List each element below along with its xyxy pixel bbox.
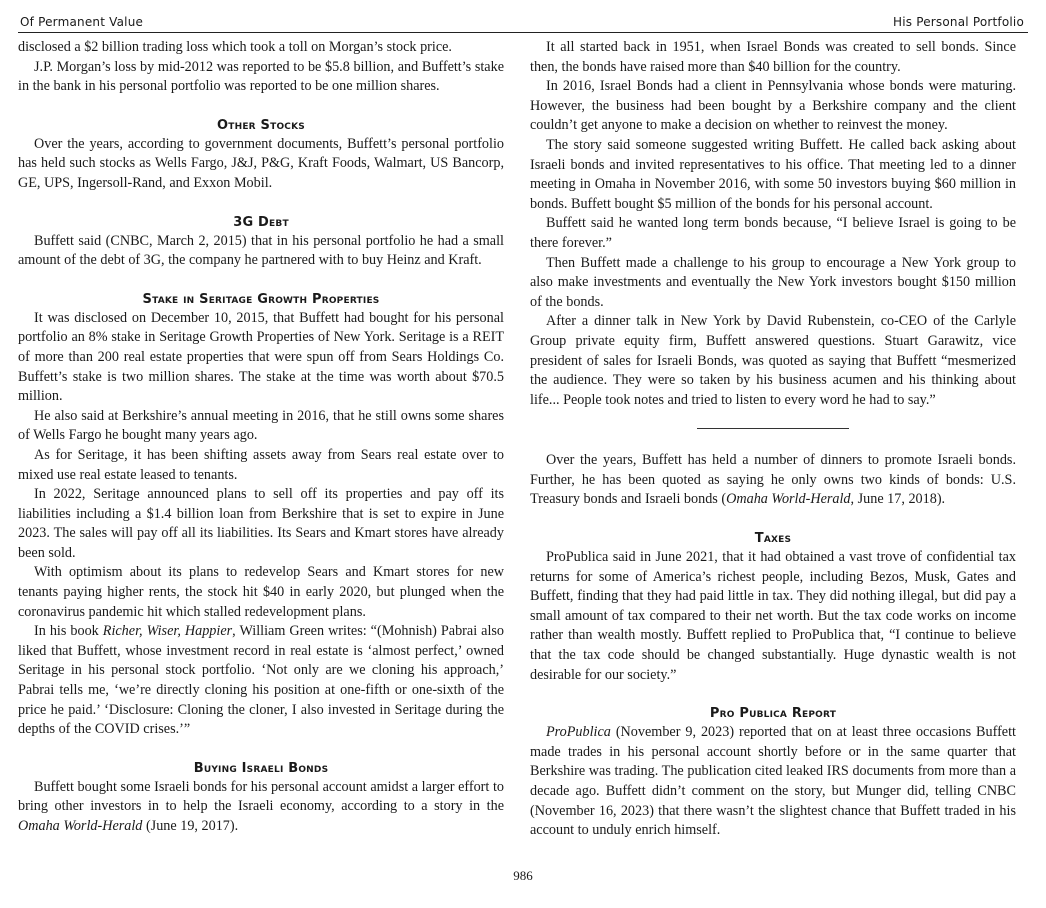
paragraph: In 2022, Seritage announced plans to sell off its properties and pay off its liabilities including a $1.4 billion loan from Berkshire that is set to expire in June 2023. The sales will pay off all its liabilities. Its Sears and Kmart stores have already been sold. [18, 486, 504, 561]
section-divider-rule [697, 428, 849, 429]
page-number: 986 [513, 868, 533, 883]
paragraph: disclosed a $2 billion trading loss which took a toll on Morgan’s stock price. [18, 39, 452, 55]
chapter-title: His Personal Portfolio [892, 15, 1024, 29]
paragraph: As for Seritage, it has been shifting assets away from Sears real estate over to mixed use real estate leased to tenants. [18, 446, 504, 483]
text-run: , June 17, 2018). [850, 491, 946, 508]
book-title-italic: Richer, Wiser, Happier [102, 623, 233, 640]
paragraph: It was disclosed on December 10, 2015, that Buffett had bought for his personal portfolio an 8% stake in Seritage Growth Properties of New York. Seritage is a REIT of more than 200 real estate properties that were spun off from Sears Holdings Co. Buffett’s stake is two million shares. The stake at the time was worth about $70.5 million. [18, 309, 504, 405]
text-run: (November 9, 2023) reported that on at least three occasions Buffett made trades in his personal account shortly before or in the same quarter that Berkshire was trading. The publication cited leaked IRS documents from more than a decade ago. Buffett didn’t comment on the story, but Munger did, telling CNBC (November 16, 2023) that there wasn’t the slightest chance that Buffett traded in his account to unduly enrich himself. [530, 724, 1016, 839]
paragraph: Then Buffett made a challenge to his group to encourage a New York group to also make investments and eventually the New York investors bought $150 million of the bonds. [530, 254, 1016, 310]
paragraph: ProPublica said in June 2021, that it had obtained a vast trove of confidential tax returns for some of America’s richest people, including Bezos, Musk, Gates and Buffett, finding that they had paid little in tax. They did nothing illegal, but did pay a small amount of tax compared to their net worth. But the tax code works on income rather than wealth mostly. Buffett replied to ProPublica that, “I continue to believe that the tax code should be changed substantially. Huge dynastic wealth is not desirable for our society.” [530, 549, 1016, 683]
publication-italic: Omaha World-Herald [18, 818, 143, 834]
paragraph: Buffett said he wanted long term bonds because, “I believe Israel is going to be there forever.” [530, 215, 1016, 251]
section-heading-israeli-bonds: Buying Israeli Bonds [193, 760, 329, 776]
paragraph: With optimism about its plans to redevelop Sears and Kmart stores for new tenants paying higher rents, the stock hit $40 in early 2020, but plunged when the coronavirus pandemic hit which stalled redevelopment plans. [18, 564, 504, 620]
text-run: In his book [34, 623, 103, 640]
paragraph: He also said at Berkshire’s annual meeting in 2016, that he still owns some shares of Wells Fargo he bought many years ago. [18, 407, 504, 444]
book-title: Of Permanent Value [20, 15, 144, 29]
text-run: Over the years, Buffett has held a number of dinners to promote Israeli bonds. Further, he has been quoted as saying he only owns two kinds of bonds: U.S. Treasury bonds and Israeli bonds ( [530, 452, 1016, 508]
paragraph: After a dinner talk in New York by David Rubenstein, co-CEO of the Carlyle Group private equity firm, Buffett answered questions. Stuart Garawitz, vice president of sales for Israeli Bonds, was quoted as saying that Buffett “mesmerized the audience. They were so taken by his business acumen and his thinking about life... People took notes and tried to listen to every word he had to say.” [530, 313, 1016, 408]
text-run: , William Green writes: “(Mohnish) Pabrai also liked that Buffett, whose investment record in real estate is ‘almost perfect,’ owned Seritage in his personal stock portfolio. ‘Not only are we cloning his approach,’ Pabrai tells me, ‘we’re directly cloning his position at one-fifth or one-sixth of the price he paid.’ ‘Disclosure: Cloning the cloner, I also invested in Seritage during the depths of the COVID crises.’” [18, 623, 504, 738]
publication-italic: Omaha World-Herald [726, 491, 851, 508]
section-heading-other-stocks: Other Stocks [217, 117, 305, 133]
paragraph: It all started back in 1951, when Israel Bonds was created to sell bonds. Since then, the bonds have raised more than $40 billion for the country. [530, 39, 1016, 75]
paragraph [530, 451, 1016, 510]
paragraph: In 2016, Israel Bonds had a client in Pennsylvania whose bonds were maturing. However, the business had been bought by a Berkshire company and the client couldn’t get anyone to make a decision on whether to reinvest the money. [530, 78, 1016, 134]
paragraph: J.P. Morgan’s loss by mid-2012 was reported to be $5.8 billion, and Buffett’s stake in the bank in his personal portfolio was reported to be one million shares. [18, 58, 504, 95]
paragraph: Buffett said (CNBC, March 2, 2015) that in his personal portfolio he had a small amount of the debt of 3G, the company he partnered with to buy Heinz and Kraft. [18, 232, 504, 269]
section-heading-seritage: Stake in Seritage Growth Properties [142, 291, 380, 307]
left-column [18, 38, 504, 837]
paragraph-green-quote [18, 622, 504, 740]
paragraph: The story said someone suggested writing Buffett. He called back asking about Israeli bonds and invited representatives to his office. That meeting led to a dinner meeting in Omaha in November 2016, with some 50 investors buying $60 million in bonds. Buffett bought $5 million of the bonds for his personal account. [530, 136, 1016, 212]
paragraph: Over the years, according to government documents, Buffett’s personal portfolio has held such stocks as Wells Fargo, J&J, P&G, Kraft Foods, Walmart, US Bancorp, GE, UPS, Ingersoll-Rand, and Exxon Mobil. [18, 135, 504, 191]
publication-italic: ProPublica [546, 724, 611, 741]
right-column [530, 38, 1016, 841]
running-header [18, 12, 1028, 33]
section-heading-propublica: Pro Publica Report [709, 706, 837, 722]
section-heading-taxes: Taxes [754, 531, 792, 547]
text-run: (June 19, 2017). [142, 818, 239, 834]
paragraph [18, 778, 504, 837]
section-heading-3g-debt: 3G Debt [233, 214, 289, 230]
paragraph [530, 723, 1016, 841]
text-run: Buffett bought some Israeli bonds for his personal account amidst a larger effort to bring other investors in to help the Israeli economy, according to a story in the [18, 778, 504, 815]
